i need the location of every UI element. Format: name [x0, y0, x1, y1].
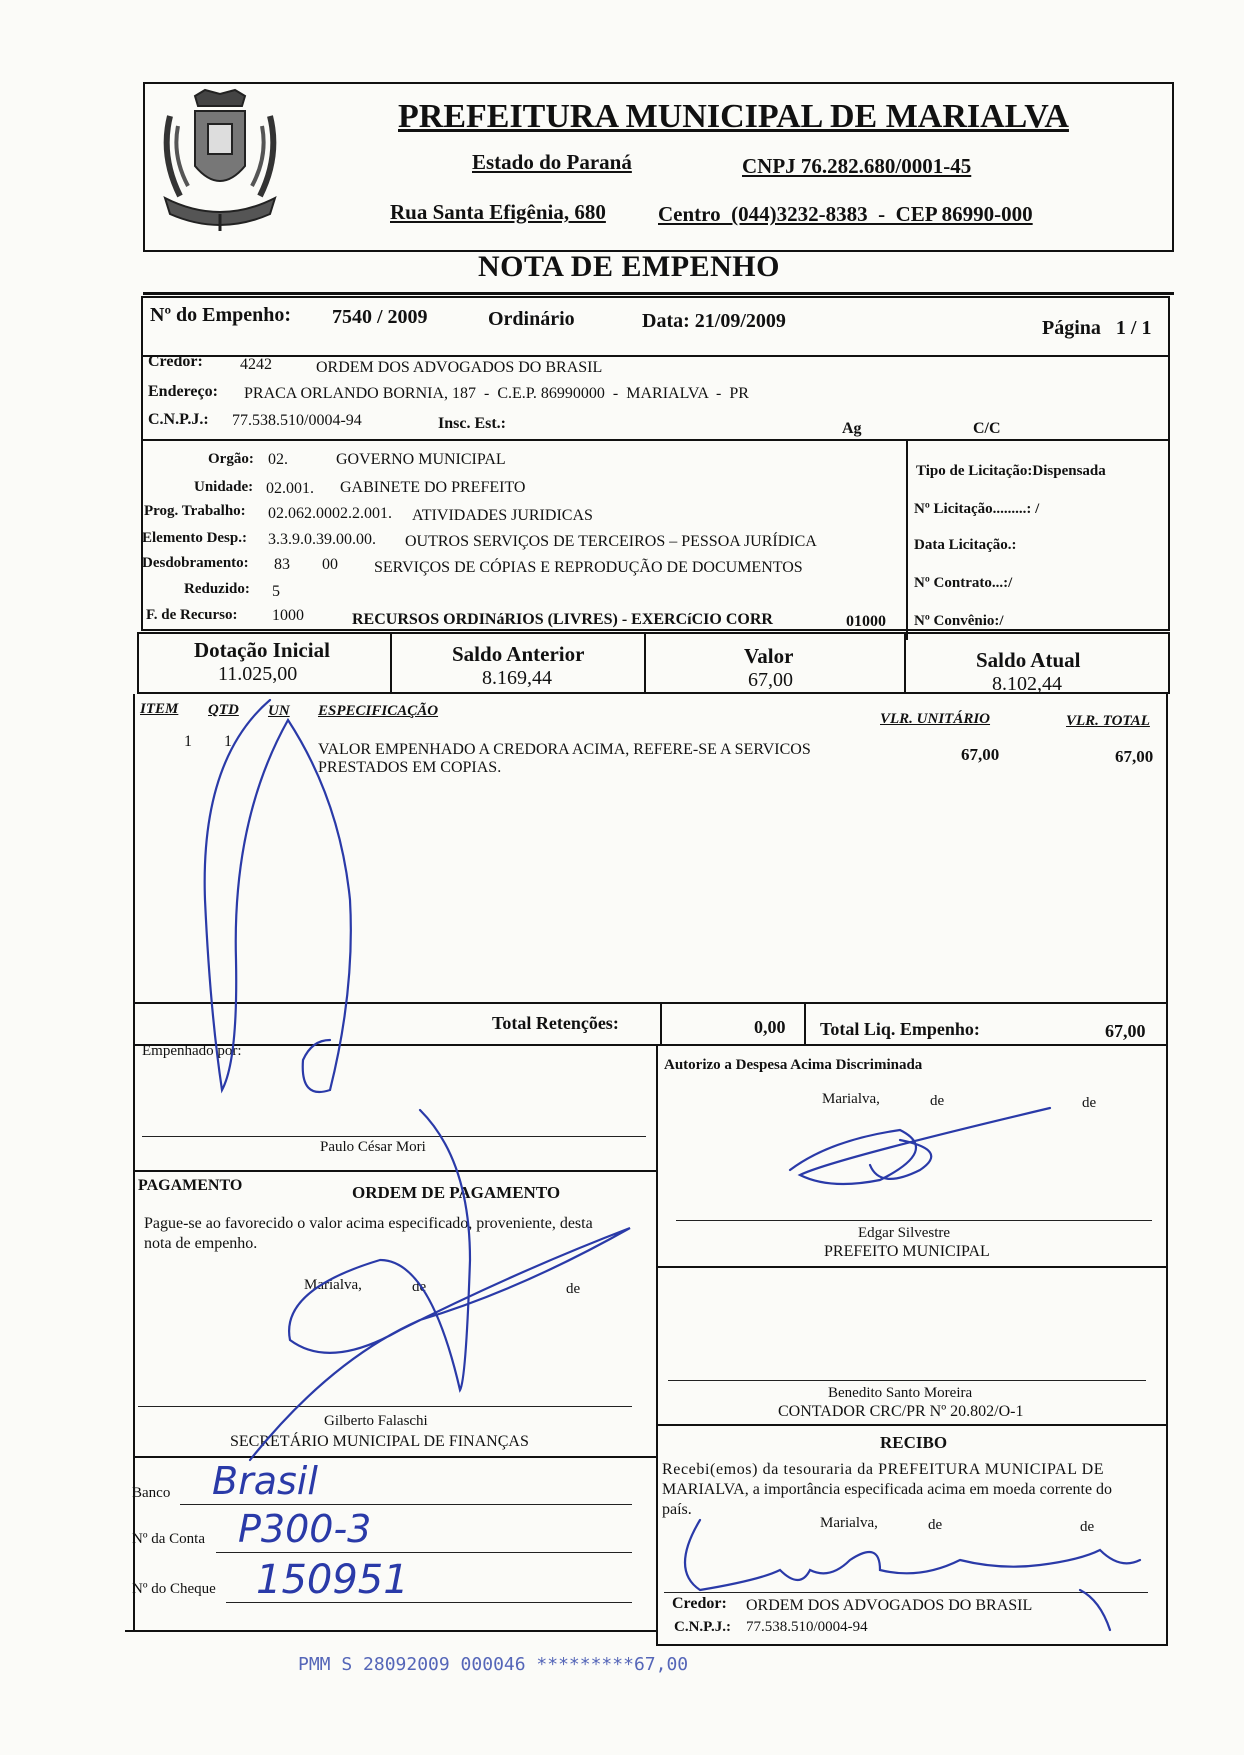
state-name: Estado do Paraná [472, 150, 632, 174]
prefeitura-cnpj: CNPJ 76.282.680/0001-45 [742, 154, 972, 178]
unidade-code: 02.001. [266, 480, 314, 497]
item-total-value: 67,00 [1115, 747, 1154, 766]
prog-code: 02.062.0002.2.001. [268, 505, 392, 522]
recibo-cnpj-label: C.N.P.J.: [674, 1619, 731, 1635]
retencoes-value: 0,00 [754, 1017, 786, 1037]
prefeito-name: Edgar Silvestre [858, 1225, 951, 1241]
reduzido-label: Reduzido: [184, 581, 250, 597]
item-spec-line1: VALOR EMPENHADO A CREDORA ACIMA, REFERE-SE A SERVICOS [318, 741, 811, 758]
doc-title: NOTA DE EMPENHO [478, 250, 780, 283]
autorizo-de1: de [930, 1093, 945, 1109]
saldo-anterior-label: Saldo Anterior [452, 642, 585, 666]
orgao-name: GOVERNO MUNICIPAL [336, 451, 506, 468]
credor-code: 4242 [240, 356, 272, 373]
prog-name: ATIVIDADES JURIDICAS [412, 507, 593, 524]
saldo-anterior-value: 8.169,44 [482, 667, 552, 689]
valor-value: 67,00 [748, 669, 793, 691]
elemento-name: OUTROS SERVIÇOS DE TERCEIROS – PESSOA JURÍDICA [405, 533, 817, 550]
desdobramento-code1: 83 [274, 556, 290, 573]
recibo-de1: de [928, 1517, 943, 1533]
secretario-name: Gilberto Falaschi [324, 1413, 428, 1429]
pagamento-text1: Pague-se ao favorecido o valor acima especificado, proveniente, desta [144, 1215, 593, 1232]
recurso-label: F. de Recurso: [146, 607, 238, 623]
autorizo-de2: de [1082, 1095, 1097, 1111]
address-contact: Centro (044)3232-8383 - CEP 86990-000 [658, 202, 1033, 226]
recibo-text2: MARIALVA, a importância especificada acima em moeda corrente do [662, 1481, 1113, 1498]
contador-name: Benedito Santo Moreira [828, 1385, 973, 1401]
empenhado-label: Empenhado por: [142, 1043, 242, 1059]
ag-label: Ag [842, 420, 862, 437]
orgao-label: Orgão: [208, 451, 254, 467]
conta-handwritten: P300-3 [238, 1507, 372, 1551]
secretario-role: SECRETÁRIO MUNICIPAL DE FINANÇAS [230, 1433, 529, 1450]
unidade-label: Unidade: [194, 479, 254, 495]
col-especificacao: ESPECIFICAÇÃO [318, 703, 439, 719]
saldo-atual-value: 8.102,44 [992, 673, 1062, 695]
pagamento-de2: de [566, 1281, 581, 1297]
insc-est-label: Insc. Est.: [438, 415, 507, 432]
col-vlr-total: VLR. TOTAL [1066, 713, 1150, 729]
data-licitacao: Data Licitação.: [914, 537, 1017, 553]
elemento-label: Elemento Desp.: [142, 530, 247, 546]
empenho-number: 7540 / 2009 [332, 306, 428, 328]
tipo-licitacao: Tipo de Licitação:Dispensada [916, 463, 1106, 479]
col-vlr-unitario: VLR. UNITÁRIO [880, 711, 991, 727]
autorizo-label: Autorizo a Despesa Acima Discriminada [664, 1057, 923, 1073]
recibo-title: RECIBO [880, 1433, 948, 1452]
empenho-type: Ordinário [488, 308, 575, 330]
col-item: ITEM [140, 701, 179, 717]
valor-label: Valor [744, 644, 794, 668]
recibo-text3: país. [662, 1501, 692, 1518]
dotacao-label: Dotação Inicial [194, 638, 330, 662]
empenhado-name: Paulo César Mori [320, 1139, 426, 1155]
liq-value: 67,00 [1105, 1021, 1146, 1041]
dotacao-value: 11.025,00 [218, 663, 298, 685]
conta-label: Nº da Conta [132, 1531, 205, 1547]
contador-role: CONTADOR CRC/PR Nº 20.802/O-1 [778, 1403, 1024, 1420]
saldo-atual-label: Saldo Atual [976, 648, 1081, 672]
numero-convenio: Nº Convênio:/ [914, 613, 1004, 629]
recibo-de2: de [1080, 1519, 1095, 1535]
item-spec-line2: PRESTADOS EM COPIAS. [318, 759, 502, 776]
prefeito-signature [790, 1108, 1050, 1184]
cnpj-label: C.N.P.J.: [148, 411, 209, 428]
credor-name: ORDEM DOS ADVOGADOS DO BRASIL [316, 359, 603, 376]
pagamento-de1: de [412, 1279, 427, 1295]
reduzido-value: 5 [272, 583, 280, 600]
credor-signature [685, 1517, 1140, 1630]
retencoes-label: Total Retenções: [492, 1013, 619, 1033]
recurso-code: 1000 [272, 607, 304, 624]
pagamento-label: PAGAMENTO [138, 1177, 243, 1194]
desdobramento-name: SERVIÇOS DE CÓPIAS E REPRODUÇÃO DE DOCUMENTOS [374, 559, 803, 576]
secretario-signature [250, 1110, 630, 1460]
numero-contrato: Nº Contrato...:/ [914, 575, 1013, 591]
ordem-pagamento: ORDEM DE PAGAMENTO [352, 1183, 561, 1202]
recibo-credor-label: Credor: [672, 1595, 727, 1612]
prefeitura-title: PREFEITURA MUNICIPAL DE MARIALVA [398, 98, 1069, 135]
desdobramento-code2: 00 [322, 556, 338, 573]
credor-cnpj: 77.538.510/0004-94 [232, 412, 362, 429]
pagamento-text2: nota de empenho. [144, 1235, 258, 1252]
prefeito-role: PREFEITO MUNICIPAL [824, 1243, 990, 1260]
col-qtd: QTD [208, 702, 239, 718]
item-qtd: 1 [224, 733, 232, 750]
recurso-number: 01000 [846, 613, 886, 630]
banco-label: Banco [132, 1485, 171, 1501]
unidade-name: GABINETE DO PREFEITO [340, 479, 526, 496]
recurso-name: RECURSOS ORDINáRIOS (LIVRES) - EXERCíCIO CORR [352, 611, 773, 628]
desdobramento-label: Desdobramento: [142, 555, 249, 571]
cheque-handwritten: 150951 [256, 1557, 409, 1603]
recibo-text1: Recebi(emos) da tesouraria da PREFEITURA MUNICIPAL DE [662, 1461, 1105, 1478]
item-number: 1 [184, 733, 192, 750]
recibo-credor-name: ORDEM DOS ADVOGADOS DO BRASIL [746, 1597, 1033, 1614]
elemento-code: 3.3.9.0.39.00.00. [268, 531, 376, 548]
numero-licitacao: Nº Licitação.........: / [914, 501, 1040, 517]
col-un: UN [268, 703, 290, 719]
street-address: Rua Santa Efigênia, 680 [390, 200, 606, 224]
orgao-code: 02. [268, 451, 288, 468]
credor-address: PRACA ORLANDO BORNIA, 187 - C.E.P. 86990000 - MARIALVA - PR [244, 385, 749, 402]
item-unit-value: 67,00 [961, 745, 1000, 764]
cc-label: C/C [973, 420, 1001, 437]
recibo-city: Marialva, [820, 1515, 878, 1531]
empenho-label: Nº do Empenho: [150, 304, 292, 326]
liq-label: Total Liq. Empenho: [820, 1019, 980, 1039]
cheque-label: Nº do Cheque [132, 1581, 216, 1597]
prog-label: Prog. Trabalho: [144, 503, 246, 519]
recibo-cnpj: 77.538.510/0004-94 [746, 1619, 868, 1635]
payment-stamp: PMM S 28092009 000046 *********67,00 [298, 1654, 689, 1675]
address-label: Endereço: [148, 383, 218, 400]
page-number: Página 1 / 1 [1042, 317, 1152, 339]
pagamento-city: Marialva, [304, 1277, 362, 1293]
banco-handwritten: Brasil [212, 1459, 318, 1503]
credor-label: Credor: [148, 353, 203, 370]
autorizo-city: Marialva, [822, 1091, 880, 1107]
empenhado-signature [205, 700, 351, 1092]
empenho-date: Data: 21/09/2009 [642, 310, 786, 332]
